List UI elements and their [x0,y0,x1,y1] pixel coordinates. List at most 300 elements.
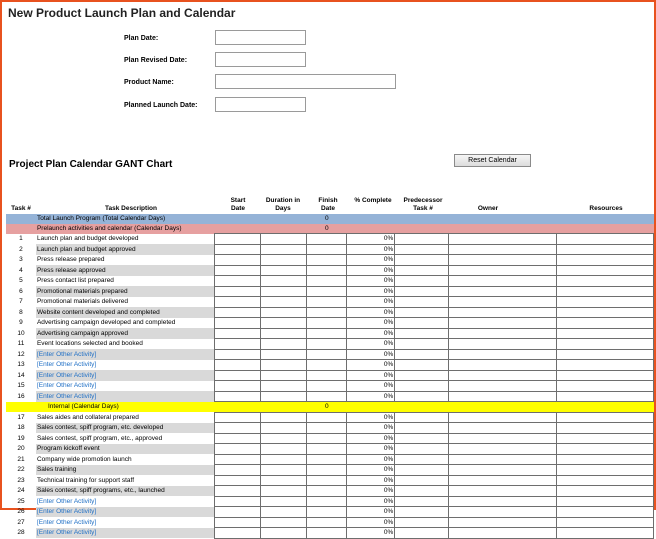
percent-complete-cell[interactable]: 0% [347,255,395,266]
owner-cell[interactable] [449,444,557,455]
task-description[interactable]: Company wide promotion launch [36,455,132,463]
phase-spacer [347,402,395,413]
product-name-field[interactable] [215,74,396,89]
predecessor-cell[interactable] [395,444,449,455]
finish-date-cell[interactable] [307,349,347,360]
duration-cell[interactable] [261,475,307,486]
table-row [6,528,654,539]
task-number: 22 [17,466,25,474]
percent-complete-cell[interactable]: 0% [347,286,395,297]
task-description[interactable]: Sales aides and collateral prepared [36,413,139,421]
task-number: 3 [19,256,23,264]
predecessor-cell[interactable] [395,507,449,518]
finish-date-cell[interactable] [307,465,347,476]
duration-cell[interactable] [261,349,307,360]
start-date-cell[interactable] [215,465,261,476]
resources-cell[interactable] [557,276,654,287]
predecessor-cell[interactable] [395,465,449,476]
resources-cell[interactable] [557,255,654,266]
resources-cell[interactable] [557,297,654,308]
table-row [6,234,654,245]
finish-date-cell[interactable] [307,496,347,507]
phase-spacer [449,402,557,413]
duration-cell[interactable] [261,318,307,329]
task-number: 9 [19,319,23,327]
resources-cell[interactable] [557,528,654,539]
resources-cell[interactable] [557,234,654,245]
plan-revised-date-label: Plan Revised Date: [124,57,188,64]
percent-complete-cell[interactable]: 0% [347,244,395,255]
task-description[interactable]: [Enter Other Activity] [36,528,215,539]
task-number: 25 [17,497,25,505]
resources-cell[interactable] [557,507,654,518]
predecessor-cell[interactable] [395,349,449,360]
percent-complete-cell[interactable]: 0% [347,465,395,476]
predecessor-cell[interactable] [395,339,449,350]
task-number: 17 [17,413,25,421]
predecessor-cell[interactable] [395,433,449,444]
owner-cell[interactable] [449,433,557,444]
percent-complete-cell[interactable]: 0% [347,339,395,350]
predecessor-cell[interactable] [395,307,449,318]
page-title: New Product Launch Plan and Calendar [8,6,236,20]
owner-cell[interactable] [449,318,557,329]
start-date-cell[interactable] [215,297,261,308]
predecessor-cell[interactable] [395,297,449,308]
percent-complete-cell[interactable]: 0% [347,475,395,486]
phase-internal-label: Internal (Calendar Days) [36,402,307,413]
owner-cell[interactable] [449,507,557,518]
predecessor-cell[interactable] [395,360,449,371]
table-row [6,507,654,518]
table-row [6,496,654,507]
table-row [6,475,654,486]
start-date-cell[interactable] [215,496,261,507]
table-row [6,486,654,497]
resources-cell[interactable] [557,454,654,465]
predecessor-cell[interactable] [395,475,449,486]
phase-internal-row [6,402,654,413]
percent-complete-cell[interactable]: 0% [347,423,395,434]
task-number: 15 [17,382,25,390]
task-description[interactable]: Sales contest, spiff program, etc., approved [36,434,163,442]
resources-cell[interactable] [557,328,654,339]
finish-date-cell[interactable] [307,454,347,465]
task-description[interactable]: [Enter Other Activity] [36,382,97,390]
predecessor-cell[interactable] [395,318,449,329]
owner-cell[interactable] [449,391,557,402]
finish-date-cell[interactable] [307,391,347,402]
percent-complete-cell[interactable]: 0% [347,265,395,276]
table-row [6,423,654,434]
task-description[interactable]: Promotional materials prepared [36,286,215,297]
resources-cell[interactable] [557,265,654,276]
table-row [6,265,654,276]
percent-complete-cell[interactable]: 0% [347,349,395,360]
finish-date-cell[interactable] [307,412,347,423]
owner-cell[interactable] [449,276,557,287]
start-date-cell[interactable] [215,265,261,276]
owner-cell[interactable] [449,297,557,308]
table-row [6,412,654,423]
table-row [6,339,654,350]
resources-cell[interactable] [557,244,654,255]
finish-date-cell[interactable] [307,276,347,287]
task-number: 18 [17,424,25,432]
task-number: 24 [17,487,25,495]
task-number: 27 [17,518,25,526]
duration-cell[interactable] [261,444,307,455]
owner-cell[interactable] [449,234,557,245]
percent-complete-cell[interactable]: 0% [347,496,395,507]
finish-date-cell[interactable] [307,444,347,455]
owner-cell[interactable] [449,265,557,276]
finish-date-cell[interactable] [307,318,347,329]
resources-cell[interactable] [557,381,654,392]
predecessor-cell[interactable] [395,286,449,297]
header-percent-complete: % Complete [354,197,392,204]
table-row [6,360,654,371]
duration-cell[interactable] [261,255,307,266]
predecessor-cell[interactable] [395,244,449,255]
start-date-cell[interactable] [215,234,261,245]
header-start-date: Start Date [230,197,246,212]
percent-complete-cell[interactable]: 0% [347,234,395,245]
duration-cell[interactable] [261,265,307,276]
percent-complete-cell[interactable]: 0% [347,391,395,402]
duration-cell[interactable] [261,507,307,518]
percent-complete-cell[interactable]: 0% [347,307,395,318]
owner-cell[interactable] [449,370,557,381]
table-row [6,286,654,297]
owner-cell[interactable] [449,381,557,392]
duration-cell[interactable] [261,297,307,308]
plan-date-label: Plan Date: [124,35,159,42]
phase-spacer [395,402,449,413]
table-row [6,391,654,402]
table-row [6,517,654,528]
percent-complete-cell[interactable]: 0% [347,370,395,381]
duration-cell[interactable] [261,465,307,476]
duration-cell[interactable] [261,276,307,287]
resources-cell[interactable] [557,496,654,507]
percent-complete-cell[interactable]: 0% [347,507,395,518]
owner-cell[interactable] [449,286,557,297]
finish-date-cell[interactable] [307,265,347,276]
owner-cell[interactable] [449,360,557,371]
resources-cell[interactable] [557,360,654,371]
owner-cell[interactable] [449,528,557,539]
duration-cell[interactable] [261,412,307,423]
owner-cell[interactable] [449,255,557,266]
owner-cell[interactable] [449,423,557,434]
start-date-cell[interactable] [215,444,261,455]
task-number: 28 [17,529,25,537]
start-date-cell[interactable] [215,486,261,497]
predecessor-cell[interactable] [395,234,449,245]
resources-cell[interactable] [557,517,654,528]
table-row [6,433,654,444]
percent-complete-cell[interactable]: 0% [347,433,395,444]
header-resources: Resources [589,205,623,212]
start-date-cell[interactable] [215,412,261,423]
task-description[interactable]: Advertising campaign developed and completed [36,319,176,327]
finish-date-cell[interactable] [307,475,347,486]
resources-cell[interactable] [557,307,654,318]
planned-launch-date-field[interactable] [215,97,306,112]
header-predecessor: Predecessor Task # [403,197,443,212]
start-date-cell[interactable] [215,318,261,329]
task-description[interactable]: Sales contest, spiff program, etc. developed [36,423,215,434]
duration-cell[interactable] [261,381,307,392]
task-description[interactable]: [Enter Other Activity] [36,370,215,381]
duration-cell[interactable] [261,328,307,339]
finish-date-cell[interactable] [307,517,347,528]
task-number: 1 [19,235,23,243]
planned-launch-date-label: Planned Launch Date: [124,102,198,109]
predecessor-cell[interactable] [395,328,449,339]
resources-cell[interactable] [557,486,654,497]
duration-cell[interactable] [261,339,307,350]
predecessor-cell[interactable] [395,496,449,507]
finish-date-cell[interactable] [307,286,347,297]
owner-cell[interactable] [449,486,557,497]
phase-spacer [6,402,36,413]
percent-complete-cell[interactable]: 0% [347,381,395,392]
percent-complete-cell[interactable]: 0% [347,528,395,539]
predecessor-cell[interactable] [395,255,449,266]
task-description[interactable]: Advertising campaign approved [36,328,215,339]
duration-cell[interactable] [261,496,307,507]
finish-date-cell[interactable] [307,339,347,350]
duration-cell[interactable] [261,528,307,539]
start-date-cell[interactable] [215,454,261,465]
percent-complete-cell[interactable]: 0% [347,328,395,339]
task-description[interactable]: [Enter Other Activity] [36,349,215,360]
phase-prelaunch-label: Prelaunch activities and calendar (Calendar Days) [36,224,307,234]
table-row [6,349,654,360]
table-row [6,370,654,381]
header-finish-date: Finish Date [318,197,338,212]
task-number: 4 [19,266,23,274]
finish-date-cell[interactable] [307,255,347,266]
resources-cell[interactable] [557,433,654,444]
percent-complete-cell[interactable]: 0% [347,517,395,528]
duration-cell[interactable] [261,454,307,465]
finish-date-cell[interactable] [307,381,347,392]
predecessor-cell[interactable] [395,276,449,287]
predecessor-cell[interactable] [395,265,449,276]
percent-complete-cell[interactable]: 0% [347,454,395,465]
task-description[interactable]: Program kickoff event [36,444,215,455]
resources-cell[interactable] [557,349,654,360]
resources-cell[interactable] [557,444,654,455]
task-number: 26 [17,508,25,516]
task-description[interactable]: Sales training [36,465,215,476]
percent-complete-cell[interactable]: 0% [347,318,395,329]
predecessor-cell[interactable] [395,517,449,528]
table-row [6,318,654,329]
table-row [6,381,654,392]
start-date-cell[interactable] [215,381,261,392]
task-number: 13 [17,361,25,369]
start-date-cell[interactable] [215,528,261,539]
task-description[interactable]: Event locations selected and booked [36,340,143,348]
start-date-cell[interactable] [215,475,261,486]
finish-date-cell[interactable] [307,307,347,318]
start-date-cell[interactable] [215,517,261,528]
plan-revised-date-field[interactable] [215,52,306,67]
owner-cell[interactable] [449,496,557,507]
owner-cell[interactable] [449,307,557,318]
owner-cell[interactable] [449,349,557,360]
task-number: 16 [17,392,25,400]
resources-cell[interactable] [557,465,654,476]
task-number: 19 [17,434,25,442]
percent-complete-cell[interactable]: 0% [347,412,395,423]
owner-cell[interactable] [449,517,557,528]
task-number: 6 [19,287,23,295]
finish-date-cell[interactable] [307,528,347,539]
table-row [6,444,654,455]
duration-cell[interactable] [261,391,307,402]
table-row [6,465,654,476]
start-date-cell[interactable] [215,349,261,360]
owner-cell[interactable] [449,475,557,486]
finish-date-cell[interactable] [307,486,347,497]
phase-internal-days: 0 [307,402,347,413]
duration-cell[interactable] [261,244,307,255]
start-date-cell[interactable] [215,255,261,266]
reset-calendar-button[interactable]: Reset Calendar [454,154,531,167]
predecessor-cell[interactable] [395,381,449,392]
percent-complete-cell[interactable]: 0% [347,444,395,455]
resources-cell[interactable] [557,339,654,350]
plan-date-field[interactable] [215,30,306,45]
task-description[interactable]: [Enter Other Activity] [36,497,97,505]
predecessor-cell[interactable] [395,370,449,381]
task-description[interactable]: [Enter Other Activity] [36,507,215,518]
duration-cell[interactable] [261,286,307,297]
start-date-cell[interactable] [215,507,261,518]
predecessor-cell[interactable] [395,528,449,539]
task-description[interactable]: Press release prepared [36,256,105,264]
owner-cell[interactable] [449,244,557,255]
task-number: 21 [17,455,25,463]
task-number: 23 [17,476,25,484]
task-description[interactable]: Press release approved [36,265,215,276]
finish-date-cell[interactable] [307,433,347,444]
table-row [6,297,654,308]
task-table [6,214,654,539]
duration-cell[interactable] [261,517,307,528]
task-number: 5 [19,277,23,285]
resources-cell[interactable] [557,412,654,423]
duration-cell[interactable] [261,307,307,318]
header-task-number: Task # [11,205,31,212]
task-number: 7 [19,298,23,306]
task-description[interactable]: Launch plan and budget developed [36,235,139,243]
task-number: 20 [17,445,25,453]
finish-date-cell[interactable] [307,507,347,518]
table-row [6,244,654,255]
task-description[interactable]: Technical training for support staff [36,476,135,484]
resources-cell[interactable] [557,318,654,329]
duration-cell[interactable] [261,486,307,497]
task-description[interactable]: Sales contest, spiff programs, etc., launched [36,486,215,497]
start-date-cell[interactable] [215,244,261,255]
finish-date-cell[interactable] [307,244,347,255]
percent-complete-cell[interactable]: 0% [347,486,395,497]
predecessor-cell[interactable] [395,391,449,402]
finish-date-cell[interactable] [307,234,347,245]
percent-complete-cell[interactable]: 0% [347,360,395,371]
task-description[interactable]: Website content developed and completed [36,307,215,318]
start-date-cell[interactable] [215,339,261,350]
predecessor-cell[interactable] [395,423,449,434]
finish-date-cell[interactable] [307,297,347,308]
start-date-cell[interactable] [215,360,261,371]
resources-cell[interactable] [557,423,654,434]
task-description[interactable]: Launch plan and budget approved [36,244,215,255]
owner-cell[interactable] [449,465,557,476]
start-date-cell[interactable] [215,391,261,402]
resources-cell[interactable] [557,475,654,486]
table-row [6,255,654,266]
phase-prelaunch-row [6,224,654,234]
task-description[interactable]: [Enter Other Activity] [36,391,215,402]
finish-date-cell[interactable] [307,370,347,381]
task-description[interactable]: Promotional materials delivered [36,298,129,306]
predecessor-cell[interactable] [395,454,449,465]
finish-date-cell[interactable] [307,423,347,434]
predecessor-cell[interactable] [395,486,449,497]
start-date-cell[interactable] [215,433,261,444]
task-description[interactable]: [Enter Other Activity] [36,518,97,526]
finish-date-cell[interactable] [307,360,347,371]
start-date-cell[interactable] [215,370,261,381]
table-row [6,328,654,339]
start-date-cell[interactable] [215,286,261,297]
finish-date-cell[interactable] [307,328,347,339]
duration-cell[interactable] [261,370,307,381]
start-date-cell[interactable] [215,328,261,339]
duration-cell[interactable] [261,234,307,245]
percent-complete-cell[interactable]: 0% [347,276,395,287]
task-description[interactable]: Press contact list prepared [36,277,114,285]
resources-cell[interactable] [557,391,654,402]
owner-cell[interactable] [449,339,557,350]
start-date-cell[interactable] [215,276,261,287]
owner-cell[interactable] [449,328,557,339]
table-row [6,276,654,287]
duration-cell[interactable] [261,423,307,434]
resources-cell[interactable] [557,370,654,381]
start-date-cell[interactable] [215,307,261,318]
resources-cell[interactable] [557,286,654,297]
owner-cell[interactable] [449,412,557,423]
start-date-cell[interactable] [215,423,261,434]
task-number: 11 [17,340,25,348]
duration-cell[interactable] [261,360,307,371]
owner-cell[interactable] [449,454,557,465]
duration-cell[interactable] [261,433,307,444]
predecessor-cell[interactable] [395,412,449,423]
task-number: 8 [19,308,23,316]
percent-complete-cell[interactable]: 0% [347,297,395,308]
task-description[interactable]: [Enter Other Activity] [36,361,97,369]
task-number: 14 [17,371,25,379]
